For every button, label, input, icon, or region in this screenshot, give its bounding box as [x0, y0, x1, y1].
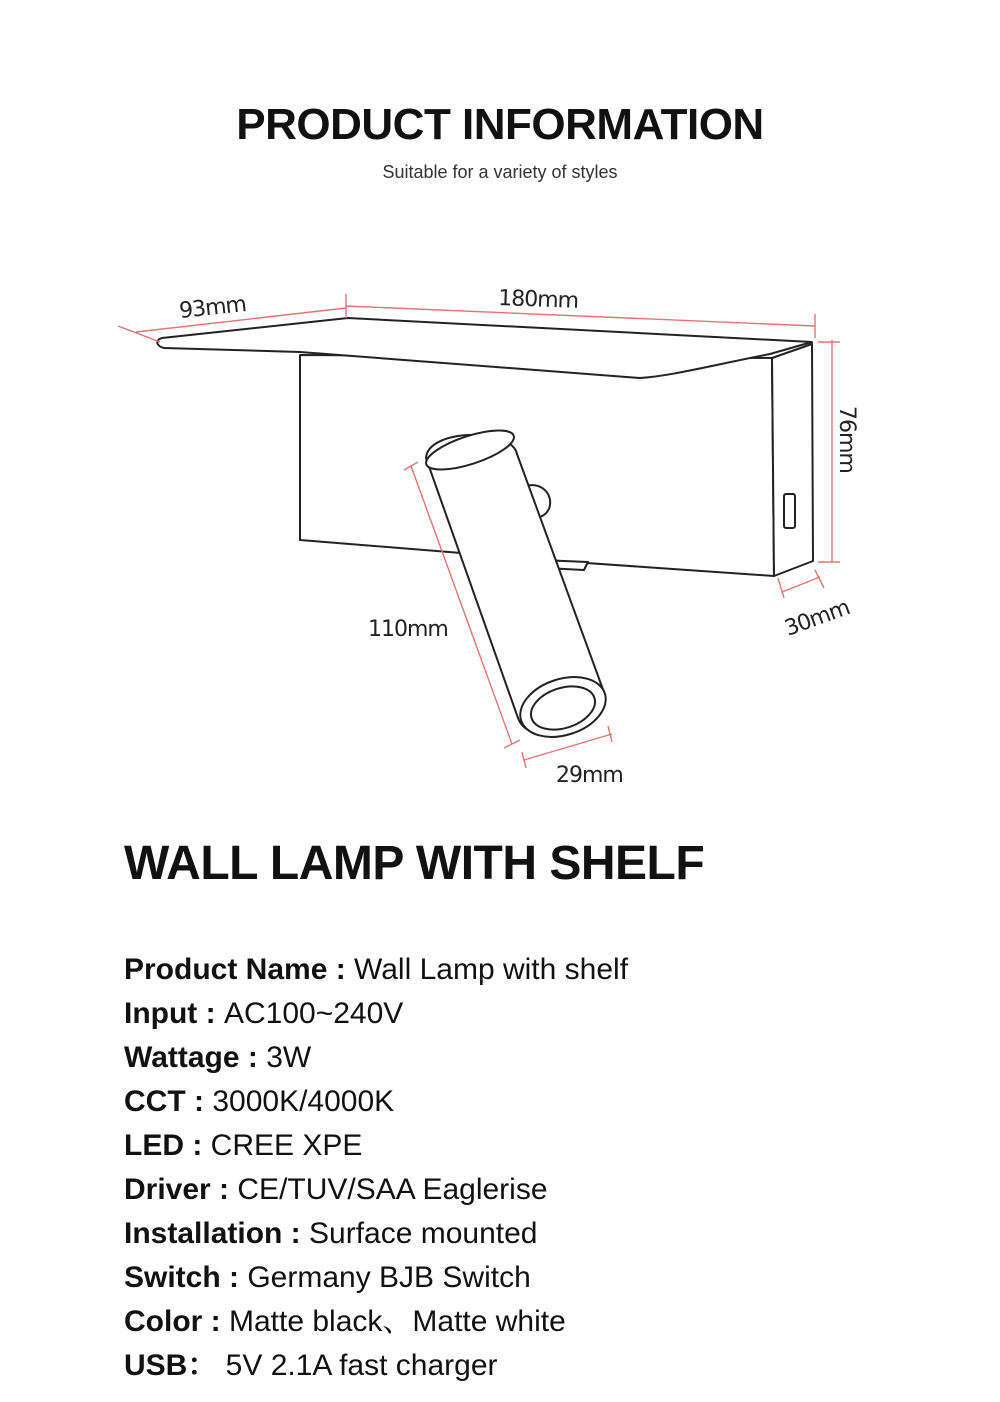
product-title: WALL LAMP WITH SHELF [124, 837, 705, 890]
spec-row-color: Color : Matte black、Matte white [124, 1305, 566, 1338]
spec-row-cct: CCT : 3000K/4000K [124, 1085, 395, 1118]
usb-port-icon [784, 494, 795, 528]
page-subtitle: Suitable for a variety of styles [382, 162, 618, 182]
spec-row-switch: Switch : Germany BJB Switch [124, 1261, 531, 1294]
spec-list [124, 950, 628, 1390]
spec-row-usb: USB： 5V 2.1A fast charger [124, 1349, 498, 1382]
spec-row-input: Input : AC100~240V [124, 997, 404, 1030]
page-title: PRODUCT INFORMATION [236, 100, 764, 149]
spec-row-led: LED : CREE XPE [124, 1129, 363, 1162]
spec-row-installation: Installation : Surface mounted [124, 1217, 538, 1250]
dim-label-head-diameter: 29mm [556, 763, 623, 788]
spec-row-wattage: Wattage : 3W [124, 1041, 312, 1074]
dim-label-shelf-depth: 93mm [178, 292, 248, 324]
dim-label-width: 180mm [497, 286, 579, 314]
dim-label-arm-length: 110mm [368, 617, 448, 642]
lamp-side-face [772, 344, 813, 576]
spec-row-driver: Driver : CE/TUV/SAA Eaglerise [124, 1173, 548, 1206]
dim-label-box-depth: 30mm [781, 595, 853, 642]
spec-row-product-name: Product Name : Wall Lamp with shelf [124, 953, 629, 986]
dim-label-height: 76mm [834, 406, 859, 473]
lamp-drawing [157, 318, 813, 747]
